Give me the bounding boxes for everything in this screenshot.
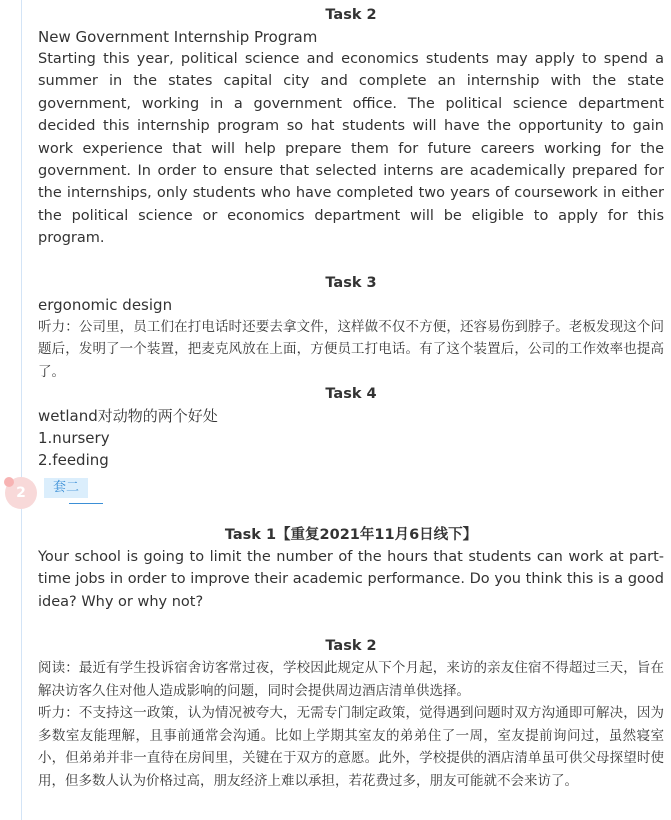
task3-listening: 听力：公司里，员工们在打电话时还要去拿文件，这样做不仅不方便，还容易伤到脖子。老板发现这个问题后，发明了一个装置，把麦克风放在上面，方便员工打电话。有了这个装置后，公司的工作效率也提高了。 xyxy=(38,318,664,380)
task4-heading: Task 4 xyxy=(325,386,377,403)
section-dot xyxy=(4,477,14,487)
task2-title: New Government Internship Program xyxy=(38,28,318,46)
task3-title: ergonomic design xyxy=(38,295,173,314)
set2-task2-listening: 听力：不支持这一政策，认为情况被夸大，无需专门制定政策，觉得遇到问题时双方沟通即可解决，因为多数室友能理解，且事前通常会沟通。比如上学期其室友的弟弟住了一周，室友提前询问过，虽然寝室小，但弟弟并非一直待在房间里，关键在于双方的意愿。此外，学校提供的酒店清单虽可供父母探望时使用，但多数人认为价格过高，朋友经济上难以承担，若花费过多，朋友可能就不会来访了。 xyxy=(38,705,664,789)
section-tag: 套二 xyxy=(44,478,88,498)
task4-title: wetland对动物的两个好处 xyxy=(38,407,218,426)
set2-task2-reading: 阅读：最近有学生投诉宿舍访客常过夜，学校因此规定从下个月起，来访的亲友住宿不得超过三天，旨在解决访客久住对他人造成影响的问题，同时会提供周边酒店清单供选择。 xyxy=(38,660,664,699)
set2-task2-heading: Task 2 xyxy=(325,638,377,655)
task4-item: 1.nursery xyxy=(38,429,110,448)
article-content xyxy=(38,0,664,471)
timeline-line xyxy=(21,0,22,820)
task3-heading: Task 3 xyxy=(325,274,377,291)
section-number: 2 xyxy=(16,485,26,501)
section-underline xyxy=(69,503,103,504)
set2-task1-question: Your school is going to limit the number of the hours that students can work at part-time jobs in order to improve their academic performance. Do you think this is a good idea? Why or why not? xyxy=(38,549,664,610)
set2-content xyxy=(38,524,664,792)
task2-passage: Starting this year, political science and economics students may apply to spend a summer in the states capital city and complete an internship with the state government, working in a government office. The political science department decided this internship program so hat students will have the opportunity to gain work experience that will help prepare them for future careers working for the government. In order to ensure that selected interns are academically prepared for the internships, only students who have completed two years of coursework in either the political science or economics department will be eligible to apply for this program. xyxy=(38,51,664,247)
set2-task1-heading: Task 1【重复2021年11月6日线下】 xyxy=(224,527,478,543)
task4-item: 2.feeding xyxy=(38,451,109,470)
task2-heading: Task 2 xyxy=(325,7,377,23)
